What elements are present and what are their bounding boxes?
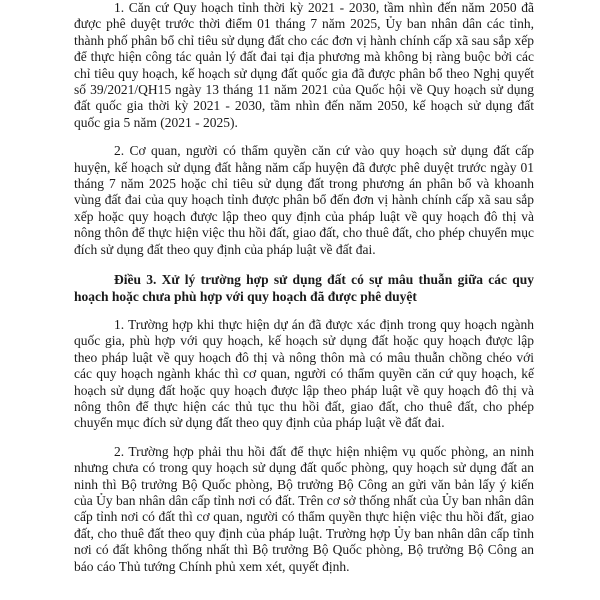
paragraph-clause-2: 2. Cơ quan, người có thẩm quyền căn cứ vào quy hoạch sử dụng đất cấp huyện, kế hoạch sử dụng đất hằng năm cấp huyện đã được phê duyệt trước ngày 01 tháng 7 năm 2025 hoặc chỉ tiêu sử dụng đất trong phương án phân bổ và khoanh vùng đất đai của quy hoạch tỉnh được phân bổ đến đơn vị hành chính cấp xã sau sắp xếp hoặc quy hoạch được lập theo quy định của pháp luật về quy hoạch đô thị và nông thôn để thực hiện việc thu hồi đất, giao đất, cho thuê đất, cho phép chuyển mục đích sử dụng đất theo quy định của pháp luật về đất đai. xyxy=(74,143,534,257)
article-3-heading: Điều 3. Xử lý trường hợp sử dụng đất có sự mâu thuẫn giữa các quy hoạch hoặc chưa phù hợp với quy hoạch đã được phê duyệt xyxy=(74,272,534,304)
paragraph-article-3-clause-1: 1. Trường hợp khi thực hiện dự án đã được xác định trong quy hoạch ngành quốc gia, phù hợp với quy hoạch, kế hoạch sử dụng đất hoặc quy hoạch được lập theo pháp luật về quy hoạch đô thị và nông thôn mà có mâu thuẫn chồng chéo với các quy hoạch ngành khác thì cơ quan, người có thẩm quyền căn cứ quy hoạch, kế hoạch sử dụng đất hoặc quy hoạch được lập theo pháp luật về quy hoạch đô thị và nông thôn để thực hiện các thủ tục thu hồi đất, giao đất, cho thuê đất, cho phép chuyển mục đích sử dụng đất theo quy định của pháp luật về đất đai. xyxy=(74,316,534,431)
paragraph-clause-1: 1. Căn cứ Quy hoạch tỉnh thời kỳ 2021 - 2030, tầm nhìn đến năm 2050 đã được phê duyệt trước thời điểm 01 tháng 7 năm 2025, Ủy ban nhân dân các tỉnh, thành phố phân bổ chỉ tiêu sử dụng đất cho các đơn vị hành chính cấp xã sau sắp xếp để thực hiện công tác quản lý đất đai tại địa phương mà không bị ràng buộc bởi các chỉ tiêu quy hoạch, kế hoạch sử dụng đất quốc gia đã được phân bổ theo Nghị quyết số 39/2021/QH15 ngày 13 tháng 11 năm 2021 của Quốc hội về Quy hoạch sử dụng đất quốc gia thời kỳ 2021 - 2030, tầm nhìn đến năm 2050, kế hoạch sử dụng đất quốc gia 5 năm (2021 - 2025). xyxy=(74,0,534,130)
paragraph-article-3-clause-2: 2. Trường hợp phải thu hồi đất để thực hiện nhiệm vụ quốc phòng, an ninh nhưng chưa có trong quy hoạch sử dụng đất quốc phòng, quy hoạch sử dụng đất an ninh thì Bộ trưởng Bộ Quốc phòng, Bộ trưởng Bộ Công an gửi văn bản lấy ý kiến của Ủy ban nhân dân cấp tỉnh nơi có đất. Trên cơ sở thống nhất của Ủy ban nhân dân cấp tỉnh nơi có đất thì cơ quan, người có thẩm quyền thực hiện việc thu hồi đất, giao đất, cho thuê đất theo quy định của pháp luật. Trường hợp Ủy ban nhân dân cấp tỉnh nơi có đất không thống nhất thì Bộ trưởng Bộ Quốc phòng, Bộ trưởng Bộ Công an báo cáo Thủ tướng Chính phủ xem xét, quyết định. xyxy=(74,443,534,574)
